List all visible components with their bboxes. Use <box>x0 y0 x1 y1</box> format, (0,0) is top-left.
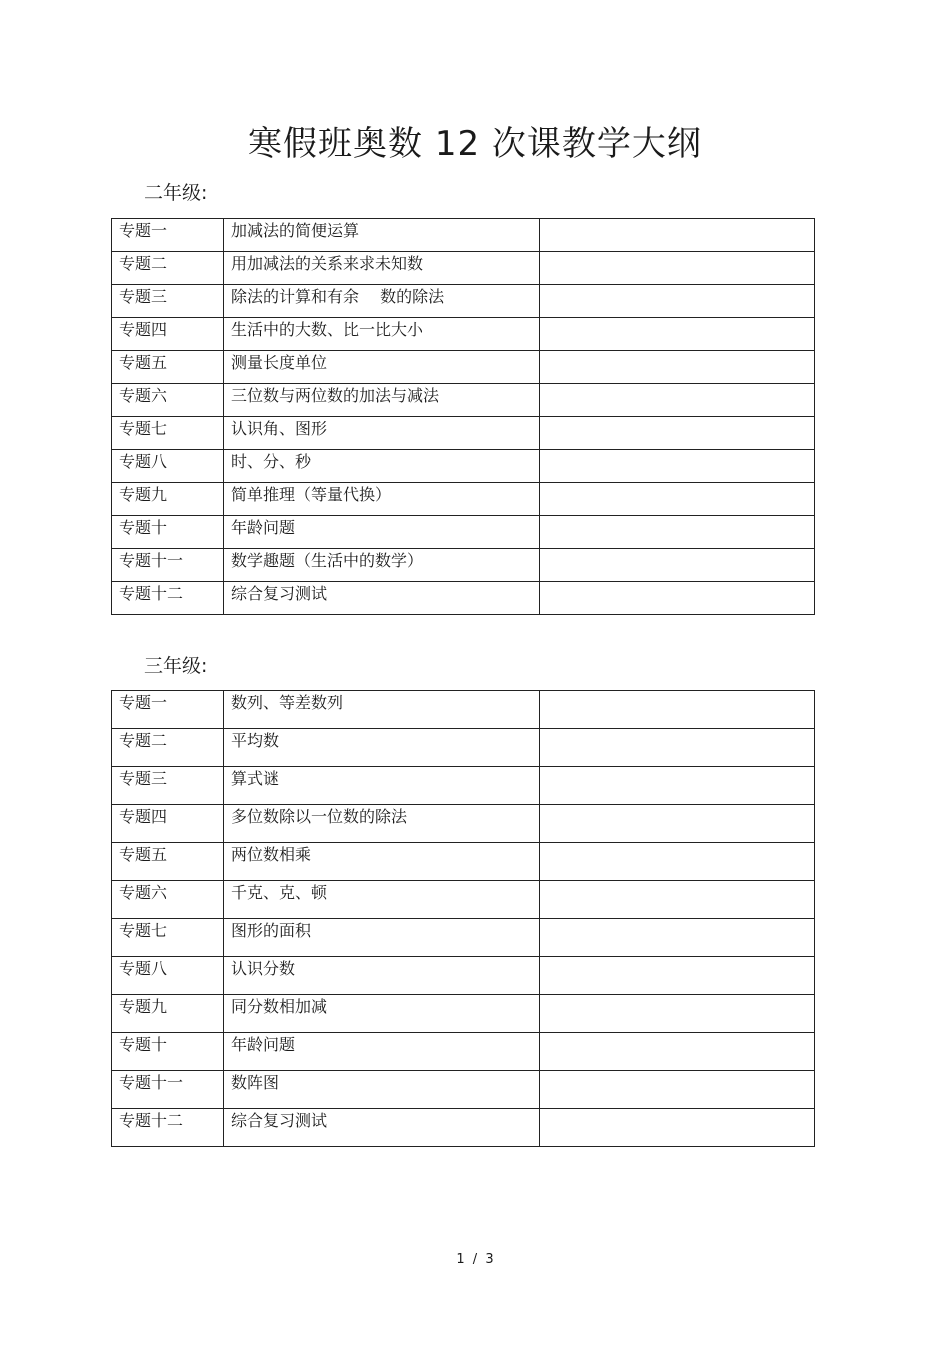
topic-cell: 专题二 <box>112 729 224 767</box>
note-cell <box>540 995 815 1033</box>
table-row <box>112 843 815 881</box>
note-cell <box>540 881 815 919</box>
page-number: 1 / 3 <box>456 1252 494 1267</box>
grade3-outline-table <box>111 690 815 1147</box>
table-row <box>112 351 815 384</box>
note-cell <box>540 516 815 549</box>
note-cell <box>540 767 815 805</box>
content-cell: 用加减法的关系来求未知数 <box>224 252 540 285</box>
topic-cell: 专题一 <box>112 219 224 252</box>
table-row <box>112 691 815 729</box>
topic-cell: 专题一 <box>112 691 224 729</box>
topic-cell: 专题十 <box>112 516 224 549</box>
table-row <box>112 805 815 843</box>
table-row <box>112 957 815 995</box>
content-cell: 除法的计算和有余 数的除法 <box>224 285 540 318</box>
topic-cell: 专题三 <box>112 767 224 805</box>
topic-cell: 专题十二 <box>112 582 224 615</box>
table-row <box>112 450 815 483</box>
grade3-label: 三年级: <box>144 655 208 677</box>
table-row <box>112 1071 815 1109</box>
note-cell <box>540 843 815 881</box>
table-row <box>112 483 815 516</box>
note-cell <box>540 1033 815 1071</box>
content-cell: 两位数相乘 <box>224 843 540 881</box>
note-cell <box>540 252 815 285</box>
topic-cell: 专题八 <box>112 957 224 995</box>
note-cell <box>540 1071 815 1109</box>
topic-cell: 专题七 <box>112 919 224 957</box>
topic-cell: 专题五 <box>112 351 224 384</box>
content-cell: 千克、克、顿 <box>224 881 540 919</box>
note-cell <box>540 483 815 516</box>
grade3-table-body <box>112 691 815 1147</box>
note-cell <box>540 384 815 417</box>
topic-cell: 专题三 <box>112 285 224 318</box>
content-cell: 多位数除以一位数的除法 <box>224 805 540 843</box>
topic-cell: 专题八 <box>112 450 224 483</box>
content-cell: 平均数 <box>224 729 540 767</box>
grade2-label: 二年级: <box>144 182 208 204</box>
grade2-table-body <box>112 219 815 615</box>
content-cell: 综合复习测试 <box>224 582 540 615</box>
content-cell: 生活中的大数、比一比大小 <box>224 318 540 351</box>
note-cell <box>540 919 815 957</box>
note-cell <box>540 957 815 995</box>
table-row <box>112 1109 815 1147</box>
table-row <box>112 767 815 805</box>
topic-cell: 专题十 <box>112 1033 224 1071</box>
note-cell <box>540 450 815 483</box>
note-cell <box>540 219 815 252</box>
topic-cell: 专题七 <box>112 417 224 450</box>
table-row <box>112 384 815 417</box>
topic-cell: 专题六 <box>112 384 224 417</box>
content-cell: 认识角、图形 <box>224 417 540 450</box>
topic-cell: 专题九 <box>112 483 224 516</box>
topic-cell: 专题六 <box>112 881 224 919</box>
table-row <box>112 318 815 351</box>
content-cell: 算式谜 <box>224 767 540 805</box>
content-cell: 综合复习测试 <box>224 1109 540 1147</box>
table-row <box>112 417 815 450</box>
topic-cell: 专题十二 <box>112 1109 224 1147</box>
topic-cell: 专题十一 <box>112 1071 224 1109</box>
table-row <box>112 1033 815 1071</box>
grade2-outline-table <box>111 218 815 615</box>
content-cell: 测量长度单位 <box>224 351 540 384</box>
table-row <box>112 995 815 1033</box>
page-title: 寒假班奥数 12 次课教学大纲 <box>248 124 702 164</box>
table-row <box>112 516 815 549</box>
note-cell <box>540 318 815 351</box>
content-cell: 数列、等差数列 <box>224 691 540 729</box>
table-row <box>112 549 815 582</box>
table-row <box>112 252 815 285</box>
table-row <box>112 729 815 767</box>
content-cell: 认识分数 <box>224 957 540 995</box>
note-cell <box>540 805 815 843</box>
note-cell <box>540 1109 815 1147</box>
content-cell: 三位数与两位数的加法与减法 <box>224 384 540 417</box>
content-cell: 年龄问题 <box>224 1033 540 1071</box>
note-cell <box>540 729 815 767</box>
topic-cell: 专题九 <box>112 995 224 1033</box>
content-cell: 时、分、秒 <box>224 450 540 483</box>
content-cell: 数学趣题（生活中的数学） <box>224 549 540 582</box>
content-cell: 简单推理（等量代换） <box>224 483 540 516</box>
note-cell <box>540 351 815 384</box>
note-cell <box>540 549 815 582</box>
topic-cell: 专题二 <box>112 252 224 285</box>
content-cell: 图形的面积 <box>224 919 540 957</box>
content-cell: 年龄问题 <box>224 516 540 549</box>
content-cell: 数阵图 <box>224 1071 540 1109</box>
table-row <box>112 881 815 919</box>
note-cell <box>540 582 815 615</box>
topic-cell: 专题四 <box>112 318 224 351</box>
topic-cell: 专题五 <box>112 843 224 881</box>
table-row <box>112 919 815 957</box>
table-row <box>112 285 815 318</box>
note-cell <box>540 691 815 729</box>
table-row <box>112 219 815 252</box>
note-cell <box>540 285 815 318</box>
note-cell <box>540 417 815 450</box>
table-row <box>112 582 815 615</box>
topic-cell: 专题十一 <box>112 549 224 582</box>
content-cell: 加减法的简便运算 <box>224 219 540 252</box>
content-cell: 同分数相加减 <box>224 995 540 1033</box>
topic-cell: 专题四 <box>112 805 224 843</box>
